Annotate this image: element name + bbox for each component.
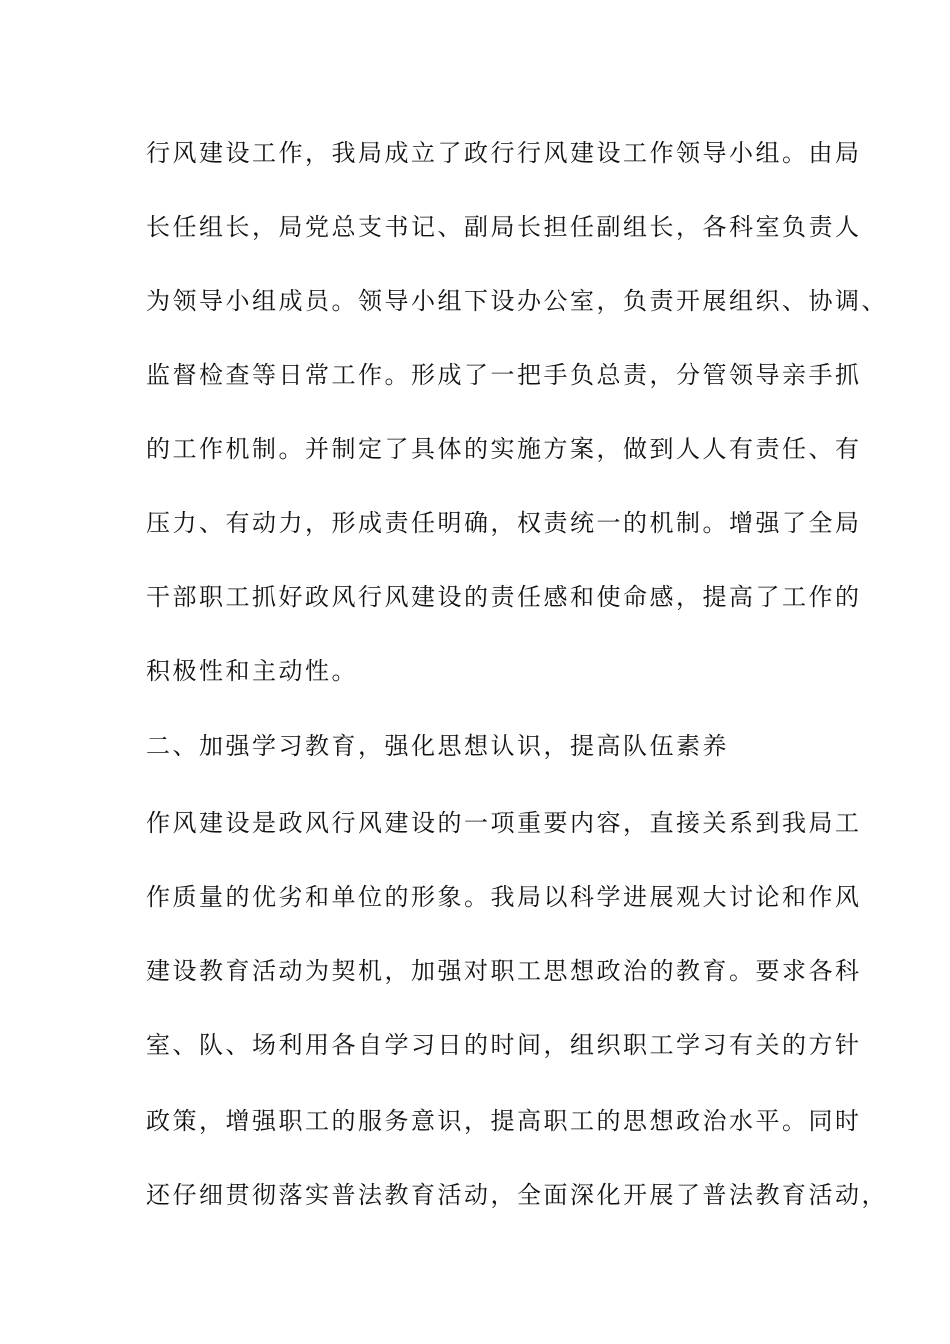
- text-line: 建设教育活动为契机，加强对职工思想政治的教育。要求各科: [146, 957, 862, 985]
- text-line: 政策，增强职工的服务意识，提高职工的思想政治水平。同时: [146, 1107, 862, 1135]
- text-line: 作风建设是政风行风建设的一项重要内容，直接关系到我局工: [146, 809, 862, 837]
- section-heading: 二、加强学习教育，强化思想认识，提高队伍素养: [146, 732, 729, 760]
- text-line: 监督检查等日常工作。形成了一把手负总责，分管领导亲手抓: [146, 361, 862, 389]
- text-line: 为领导小组成员。领导小组下设办公室，负责开展组织、协调、: [146, 287, 888, 315]
- text-line: 长任组长，局党总支书记、副局长担任副组长，各科室负责人: [146, 213, 862, 241]
- text-line: 干部职工抓好政风行风建设的责任感和使命感，提高了工作的: [146, 583, 862, 611]
- text-line: 行风建设工作，我局成立了政行行风建设工作领导小组。由局: [146, 139, 862, 167]
- text-line: 的工作机制。并制定了具体的实施方案，做到人人有责任、有: [146, 435, 862, 463]
- text-line: 作质量的优劣和单位的形象。我局以科学进展观大讨论和作风: [146, 883, 862, 911]
- text-line: 积极性和主动性。: [146, 657, 358, 685]
- text-line: 室、队、场利用各自学习日的时间，组织职工学习有关的方针: [146, 1031, 862, 1059]
- text-line: 还仔细贯彻落实普法教育活动，全面深化开展了普法教育活动，: [146, 1181, 888, 1209]
- text-line: 压力、有动力，形成责任明确，权责统一的机制。增强了全局: [146, 509, 862, 537]
